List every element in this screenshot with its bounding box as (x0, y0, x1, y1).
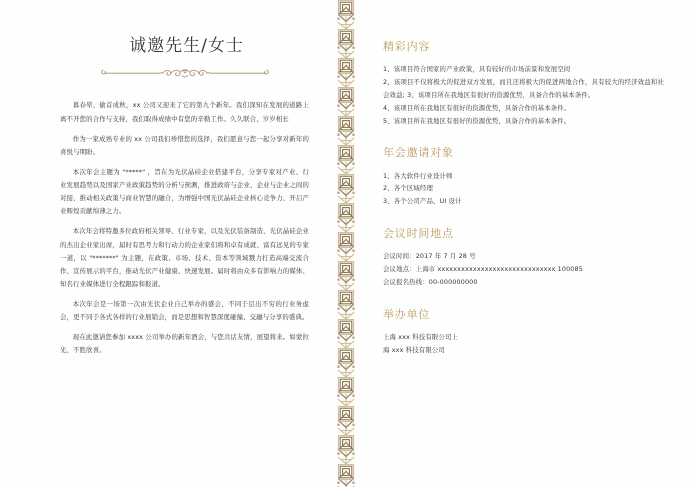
section-line: 2、该项目不仅将极大的促进双方发展，而且还将极大的促进两地合作，具有较大的经济效益和社会效益; 3、该项目所在我地区有很好的资源优势，具备合作的基本条件。 (383, 78, 664, 99)
organizer-line: 海 xxx 科技有限公司 (383, 345, 445, 354)
section-heading: 举办单位 (383, 307, 431, 321)
flourish-divider-icon (100, 65, 270, 81)
meeting-time: 会议时间：2017 年 7 月 28 号 (383, 252, 476, 261)
letter-body (60, 99, 309, 357)
section-line: 5、该项目所在我地区有很好的资源优势，具备合作的基本条件。 (383, 116, 571, 125)
section-line: 1、各大软件行业设计师 (383, 171, 453, 180)
letter-paragraph: 本次年会将特邀多位政府相关领导、行业专家，以及光伏装备制造、光伏晶硅企业的杰出企业家出席，届时有思考力和行动力的企业家们将和卓有成就、富有远见的专家一道，以 "*******" 为主题，在政策、市场、技术、资本等领域戮力打造高端交流合作、宣传展示的平台，推动光伏产业健康、快速发展。届时将由众多有影响力的媒体、知名行业媒体进行全程跟踪和报道。 (60, 227, 309, 288)
section-line: 3、各个公司产品、UI 设计 (383, 197, 462, 206)
letter-paragraph: 本次年会是一场第一次由光伏企业自己举办的盛会，不同于层出不穷的行业务虑会，更不同于各式各样的行业展销会，而是思想和智慧深度碰撞、交融与分享的盛典。 (60, 300, 309, 322)
section-heading: 精彩内容 (383, 40, 431, 53)
meeting-hotline: 会议报名热线：00-000000000 (383, 278, 478, 287)
letter-paragraph: 现在此邀请您参加 xxxx 公司举办的新年酒会，与您共话友情，展望将来。如蒙拉光、不胜欣喜。 (60, 333, 309, 355)
page-title: 诚邀先生/女士 (129, 36, 244, 56)
letter-column (0, 0, 337, 487)
section-line: 4、该项目所在我地区有很好的资源优势，具备合作的基本条件。 (383, 103, 571, 112)
section-heading: 年会邀请对象 (383, 146, 454, 160)
meeting-location: 会议地点：上海市 xxxxxxxxxxxxxxxxxxxxxxxxxxxxxx 100085 (383, 265, 583, 274)
chain-pattern-icon (337, 0, 355, 487)
letter-paragraph: 本次年会主题为 "*****" ，旨在为光伏晶硅企业搭建平台，分享专家对产业、行业发展趋势以及国家产业政策趋势的分析与预测，推进政府与企业、企业与企业之间的对接，推动相关政策与商业智慧的融合，为增强中国光伏晶硅企业核心竞争力、开启产业辉煌贡献绵薄之力。 (60, 167, 309, 216)
section-time-location (383, 227, 664, 289)
letter-paragraph: 作为一家成熟专业的 xx 公司我们珍惜您的选择，我们愿意与您一起分享对新年的喜悦与期盼。 (60, 134, 309, 156)
details-column (355, 0, 690, 487)
section-heading: 会议时间地点 (383, 227, 454, 241)
letter-paragraph: 暮春晕、偷首成秋，xx 公司又迎来了它的第九个新年。我们深知在发展的道路上离不开您的合作与支持，我们取得成绩中有您的辛勤工作。久久联合、岁岁相长 (60, 101, 309, 123)
section-highlights (383, 40, 664, 127)
organizer-line: 上海 xxx 科技有限公司上 (383, 333, 459, 342)
section-line: 1、该项目符合国家的产业政策，具有较好的市场前景和发展空间 (383, 65, 571, 74)
section-invitees (383, 146, 664, 208)
ornamental-divider-band (337, 0, 355, 487)
section-line: 2、各个区域经理 (383, 184, 433, 193)
section-organizer (383, 308, 664, 357)
